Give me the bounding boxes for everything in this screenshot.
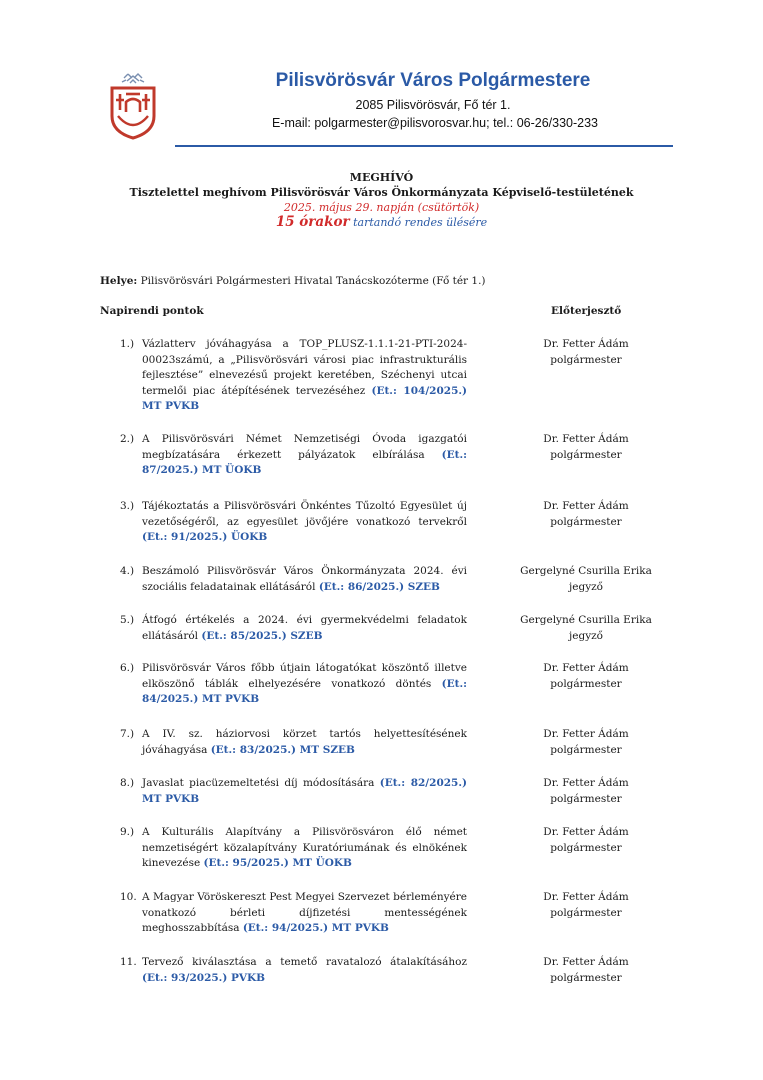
agenda-item-presenter: Dr. Fetter Ádám polgármester bbox=[543, 433, 629, 461]
agenda-item-text: Beszámoló Pilisvörösvár Város Önkormányzata 2024. évi szociális feladatainak ellátásáról (Et.: 86/2025.) SZEB bbox=[142, 565, 467, 593]
agenda-item-text: A Pilisvörösvári Német Nemzetiségi Óvoda igazgatói megbízatására érkezett pályázatok elbírálása (Et.: 87/2025.) MT ÜOKB bbox=[142, 433, 467, 476]
agenda-item-text: Tervező kiválasztása a temető ravatalozó átalakításához (Et.: 93/2025.) PVKB bbox=[142, 956, 467, 984]
meeting-location bbox=[100, 275, 486, 287]
agenda-item-text: A Kulturális Alapítvány a Pilisvörösváron élő német nemzetiségért közalapítvány Kuratóriumának és elnökének kinevezése (Et.: 95/2025.) MT ÜOKB bbox=[142, 826, 467, 869]
agenda-item-reference: (Et.: 86/2025.) SZEB bbox=[318, 580, 440, 593]
agenda-item-text: Átfogó értékelés a 2024. évi gyermekvédelmi feladatok ellátásáról (Et.: 85/2025.) SZEB bbox=[142, 614, 467, 642]
invitation-intro bbox=[0, 170, 763, 230]
invitation-subtitle: Tisztelettel meghívom Pilisvörösvár Város Önkormányzata Képviselő-testületének bbox=[129, 186, 634, 199]
agenda-item-text: Tájékoztatás a Pilisvörösvári Önkéntes Tűzoltó Egyesület új vezetőségéről, az egyesület jövőjére vonatkozó tervekről (Et.: 91/2025.) ÜOKB bbox=[142, 500, 467, 543]
agenda-item-reference: (Et.: 87/2025.) MT ÜOKB bbox=[142, 448, 467, 476]
agenda-item-presenter: Dr. Fetter Ádám polgármester bbox=[543, 956, 629, 984]
agenda-item-text: A IV. sz. háziorvosi körzet tartós helyettesítésének jóváhagyása (Et.: 83/2025.) MT SZEB bbox=[142, 728, 467, 756]
agenda-item-number: 11. bbox=[120, 956, 137, 968]
agenda-item-number: 6.) bbox=[120, 662, 135, 674]
agenda-item-reference: (Et.: 85/2025.) SZEB bbox=[201, 629, 323, 642]
agenda-item-number: 2.) bbox=[120, 433, 135, 445]
location-value: Pilisvörösvári Polgármesteri Hivatal Tanácskozóterme (Fő tér 1.) bbox=[140, 275, 486, 287]
meeting-time: 15 órakor bbox=[275, 214, 350, 230]
meeting-time-line bbox=[0, 215, 763, 230]
agenda-item-number: 9.) bbox=[120, 826, 135, 838]
agenda-item-text: Pilisvörösvár Város főbb útjain látogatókat köszöntő illetve elköszönő táblák elhelyezésére vonatkozó döntés (Et.: 84/2025.) MT PVKB bbox=[142, 662, 467, 705]
agenda-item-number: 10. bbox=[120, 891, 137, 903]
agenda-item-reference: (Et.: 83/2025.) MT SZEB bbox=[210, 743, 355, 756]
agenda-item-number: 7.) bbox=[120, 728, 135, 740]
agenda-item-number: 5.) bbox=[120, 614, 135, 626]
town-crest-icon bbox=[108, 70, 158, 140]
agenda-item-reference: (Et.: 94/2025.) MT PVKB bbox=[242, 922, 389, 934]
agenda-item-presenter: Dr. Fetter Ádám polgármester bbox=[543, 728, 629, 756]
agenda-item-presenter: Dr. Fetter Ádám polgármester bbox=[543, 662, 629, 690]
org-address: 2085 Pilisvörösvár, Fő tér 1. bbox=[355, 98, 511, 112]
agenda-item-reference: (Et.: 95/2025.) MT ÜOKB bbox=[203, 857, 352, 869]
presenter-column-header: Előterjesztő bbox=[551, 305, 622, 317]
agenda-item-text: A Magyar Vöröskereszt Pest Megyei Szervezet bérleményére vonatkozó bérleti díjfizetési mentességének meghosszabbítása (Et.: 94/2025.) MT PVKB bbox=[142, 891, 467, 934]
agenda-column-header: Napirendi pontok bbox=[100, 305, 204, 317]
agenda-item-presenter: Gergelyné Csurilla Erika jegyző bbox=[520, 614, 652, 642]
agenda-item-reference: (Et.: 82/2025.) MT PVKB bbox=[142, 777, 467, 805]
agenda-item-presenter: Dr. Fetter Ádám polgármester bbox=[543, 338, 629, 366]
agenda-item-presenter: Dr. Fetter Ádám polgármester bbox=[543, 826, 629, 854]
meeting-date: 2025. május 29. napján (csütörtök) bbox=[283, 201, 480, 214]
invitation-title: MEGHÍVÓ bbox=[349, 171, 414, 184]
agenda-item-reference: (Et.: 104/2025.) MT PVKB bbox=[142, 384, 468, 412]
location-label: Helye: bbox=[100, 275, 138, 287]
agenda-item-number: 3.) bbox=[120, 500, 135, 512]
agenda-item-text: Javaslat piacüzemeltetési díj módosítására (Et.: 82/2025.) MT PVKB bbox=[142, 777, 467, 805]
agenda-item-presenter: Dr. Fetter Ádám polgármester bbox=[543, 891, 629, 919]
meeting-time-suffix: tartandó rendes ülésére bbox=[353, 216, 488, 229]
agenda-item-reference: (Et.: 84/2025.) MT PVKB bbox=[142, 677, 467, 705]
agenda-item-number: 4.) bbox=[120, 565, 135, 577]
agenda-item-reference: (Et.: 91/2025.) ÜOKB bbox=[142, 531, 268, 543]
agenda-item-text: Vázlatterv jóváhagyása a TOP_PLUSZ-1.1.1-21-PTI-2024-00023számú, a „Pilisvörösvári városi piac infrastrukturális fejlesztése” elnevezésű projekt keretében, Széchenyi utcai termelői piac átépítésének tervezéséhez (Et.: 104/2025.) MT PVKB bbox=[142, 338, 468, 412]
agenda-item-presenter: Dr. Fetter Ádám polgármester bbox=[543, 777, 629, 805]
agenda-item-number: 8.) bbox=[120, 777, 135, 789]
agenda-item-presenter: Gergelyné Csurilla Erika jegyző bbox=[520, 565, 652, 593]
org-contact: E-mail: polgarmester@pilisvorosvar.hu; tel.: 06-26/330-233 bbox=[271, 116, 599, 130]
agenda-item-number: 1.) bbox=[120, 338, 135, 350]
agenda-item-reference: (Et.: 93/2025.) PVKB bbox=[142, 971, 266, 984]
header-divider bbox=[175, 145, 673, 147]
org-name: Pilisvörösvár Város Polgármestere bbox=[275, 70, 591, 91]
letterhead bbox=[0, 0, 763, 150]
agenda-item-presenter: Dr. Fetter Ádám polgármester bbox=[543, 500, 629, 528]
